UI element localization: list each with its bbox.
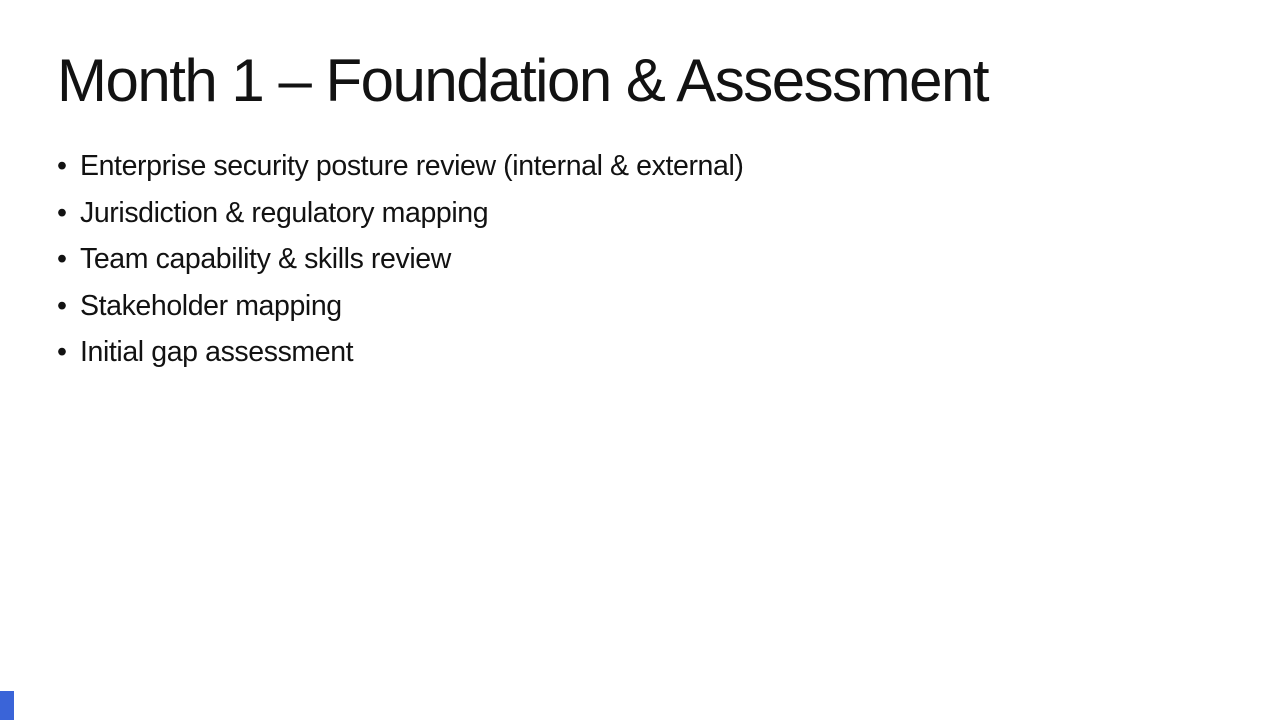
- bullet-item: [57, 143, 743, 190]
- bullet-item: [57, 283, 743, 330]
- accent-bar: [0, 691, 14, 720]
- bullet-dot: •: [57, 336, 67, 368]
- bullet-dot: •: [57, 150, 67, 182]
- bullet-dot: •: [57, 243, 67, 275]
- slide-title: Month 1 – Foundation & Assessment: [57, 47, 989, 114]
- bullet-item: [57, 236, 743, 283]
- bullet-item: [57, 329, 743, 376]
- bullet-dot: •: [57, 289, 67, 322]
- bullet-text: Initial gap assessment: [80, 336, 354, 368]
- bullet-text: Team capability & skills review: [80, 243, 451, 275]
- bullet-text: Stakeholder mapping: [80, 289, 342, 322]
- bullet-text: Jurisdiction & regulatory mapping: [80, 196, 489, 229]
- bullet-item: [57, 190, 743, 237]
- bullet-text: Enterprise security posture review (internal & external): [80, 150, 744, 182]
- bullet-list: [57, 143, 743, 376]
- bullet-dot: •: [57, 196, 67, 229]
